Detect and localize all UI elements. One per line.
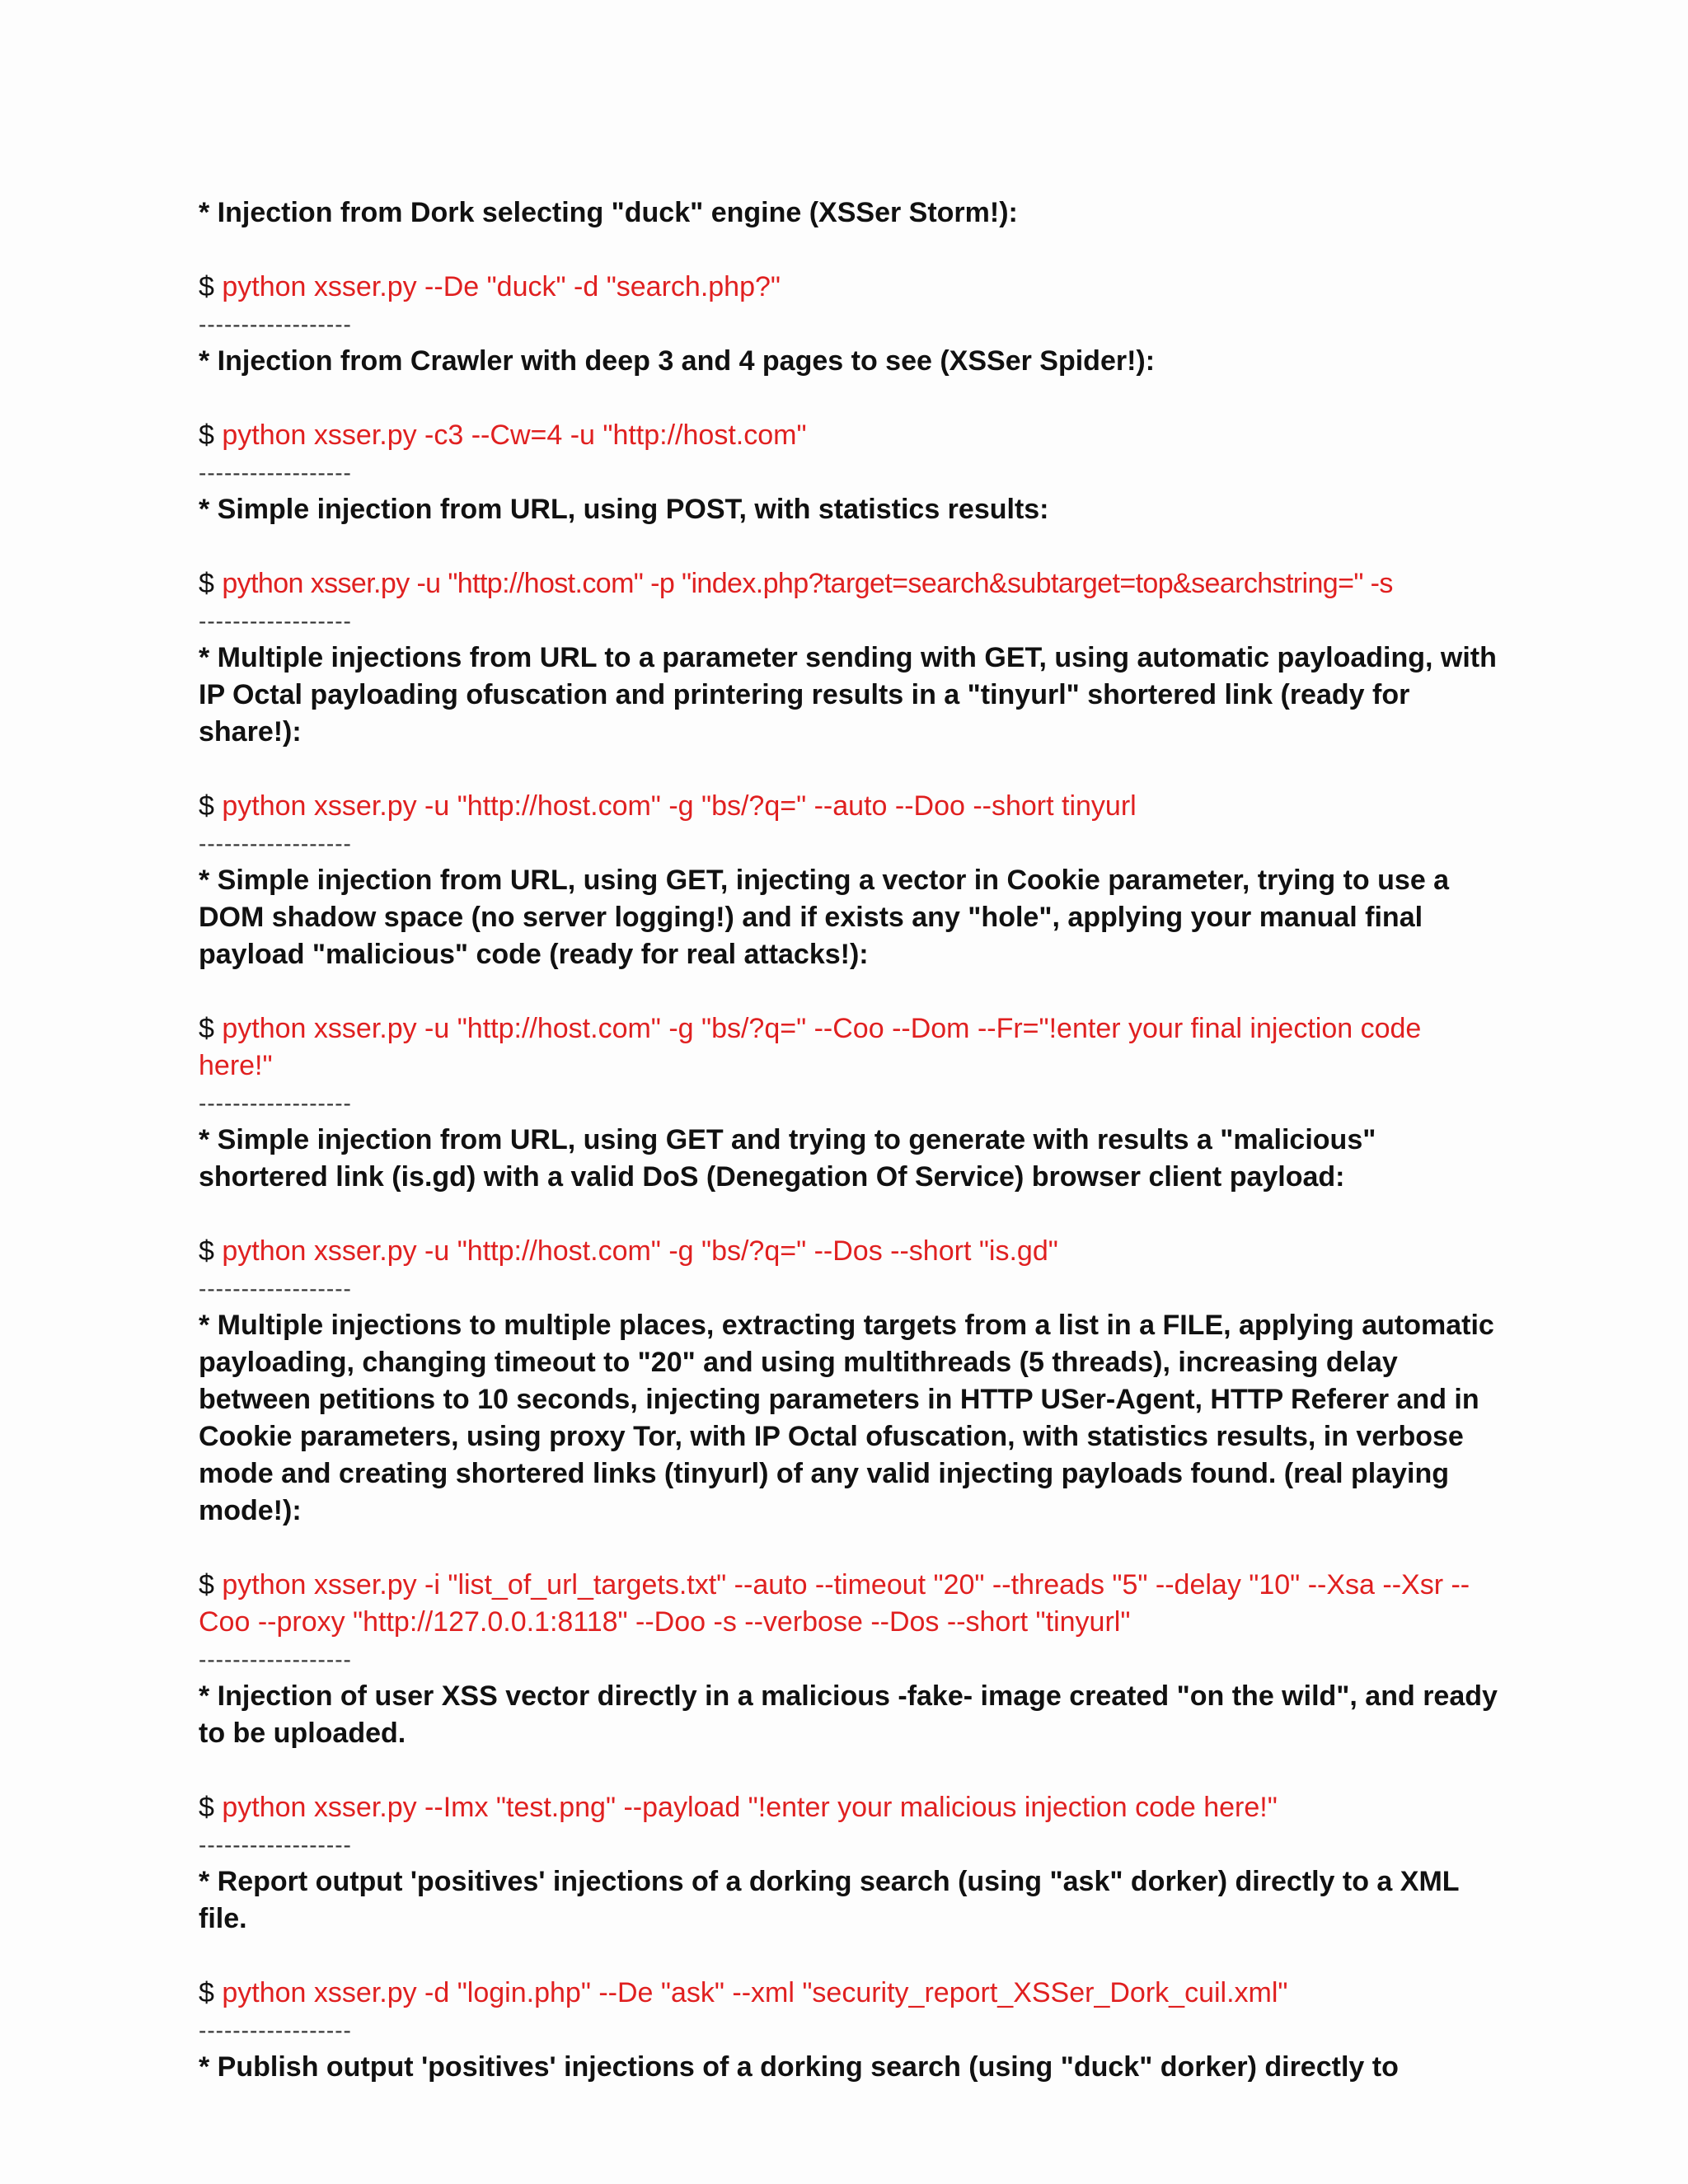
example-entry — [199, 343, 1501, 491]
example-entry — [199, 1307, 1501, 1678]
command-text: python xsser.py -u "http://host.com" -p "index.php?target=search&subtarget=top&searchstring=" -s — [222, 568, 1393, 599]
command-text: python xsser.py -u "http://host.com" -g "bs/?q=" --Dos --short "is.gd" — [222, 1235, 1058, 1267]
example-command — [199, 1789, 1501, 1826]
separator-line: ------------------ — [199, 312, 352, 337]
command-text: python xsser.py --De "duck" -d "search.php?" — [222, 271, 781, 302]
example-entry — [199, 640, 1501, 862]
example-command — [199, 788, 1501, 825]
prompt-symbol: $ — [199, 790, 214, 822]
example-description: * Simple injection from URL, using GET and trying to generate with results a "malicious" shortered link (is.gd) with a valid DoS (Denegation Of Service) browser client payload: — [199, 1124, 1376, 1193]
prompt-symbol: $ — [199, 568, 214, 599]
separator-line: ------------------ — [199, 1647, 352, 1672]
prompt-symbol: $ — [199, 1569, 214, 1601]
prompt-symbol: $ — [199, 419, 214, 451]
document-body — [199, 194, 1501, 2086]
example-command — [199, 417, 1501, 454]
example-command — [199, 565, 1501, 602]
example-description: * Multiple injections to multiple places, extracting targets from a list in a FILE, applying automatic payloading, changing timeout to "20" and using multithreads (5 threads), increasing delay between petitions to 10 seconds, injecting parameters in HTTP USer-Agent, HTTP Referer and in Cookie parameters, using proxy Tor, with IP Octal ofuscation, with statistics results, in verbose mode and creating shortered links (tinyurl) of any valid injecting payloads found. (real playing mode!): — [199, 1310, 1494, 1526]
separator-line: ------------------ — [199, 460, 352, 485]
example-entry — [199, 862, 1501, 1122]
prompt-symbol: $ — [199, 1235, 214, 1267]
command-text: python xsser.py -i "list_of_url_targets.txt" --auto --timeout "20" --threads "5" --delay "10" --Xsa --Xsr --Coo --proxy "http://127.0.0.1:8118" --Doo -s --verbose --Dos --short "tinyurl" — [199, 1569, 1470, 1638]
separator-line: ------------------ — [199, 1090, 352, 1116]
example-entry — [199, 194, 1501, 343]
example-description: * Report output 'positives' injections of a dorking search (using "ask" dorker) directly to a XML file. — [199, 1866, 1459, 1934]
example-command — [199, 1567, 1501, 1641]
example-entry — [199, 2049, 1501, 2086]
example-description: * Injection from Dork selecting "duck" engine (XSSer Storm!): — [199, 197, 1018, 228]
command-text: python xsser.py -u "http://host.com" -g "bs/?q=" --auto --Doo --short tinyurl — [222, 790, 1137, 822]
example-description: * Publish output 'positives' injections of a dorking search (using "duck" dorker) directly to — [199, 2051, 1399, 2083]
example-command — [199, 1975, 1501, 2012]
example-description: * Simple injection from URL, using POST, with statistics results: — [199, 494, 1049, 525]
example-description: * Simple injection from URL, using GET, injecting a vector in Cookie parameter, trying to use a DOM shadow space (no server logging!) and if exists any "hole", applying your manual final payload "malicious" code (ready for real attacks!): — [199, 865, 1450, 970]
example-command — [199, 269, 1501, 306]
command-text: python xsser.py -d "login.php" --De "ask" --xml "security_report_XSSer_Dork_cuil.xml" — [222, 1977, 1288, 2008]
command-text: python xsser.py -u "http://host.com" -g "bs/?q=" --Coo --Dom --Fr="!enter your final injection code here!" — [199, 1013, 1422, 1081]
separator-line: ------------------ — [199, 1276, 352, 1301]
example-entry — [199, 1122, 1501, 1307]
prompt-symbol: $ — [199, 1977, 214, 2008]
example-entry — [199, 1863, 1501, 2049]
example-description: * Injection of user XSS vector directly in a malicious -fake- image created "on the wild", and ready to be uploaded. — [199, 1680, 1498, 1749]
command-text: python xsser.py -c3 --Cw=4 -u "http://host.com" — [222, 419, 807, 451]
separator-line: ------------------ — [199, 1832, 352, 1858]
prompt-symbol: $ — [199, 271, 214, 302]
separator-line: ------------------ — [199, 608, 352, 634]
example-description: * Injection from Crawler with deep 3 and 4 pages to see (XSSer Spider!): — [199, 345, 1156, 377]
example-entry — [199, 491, 1501, 640]
prompt-symbol: $ — [199, 1792, 214, 1823]
separator-line: ------------------ — [199, 831, 352, 856]
command-text: python xsser.py --Imx "test.png" --payload "!enter your malicious injection code here!" — [222, 1792, 1278, 1823]
example-command — [199, 1233, 1501, 1270]
example-command — [199, 1010, 1501, 1085]
example-entry — [199, 1678, 1501, 1863]
example-description: * Multiple injections from URL to a parameter sending with GET, using automatic payloading, with IP Octal payloading ofuscation and printering results in a "tinyurl" shortered link (ready for share!): — [199, 642, 1497, 748]
prompt-symbol: $ — [199, 1013, 214, 1044]
separator-line: ------------------ — [199, 2018, 352, 2043]
